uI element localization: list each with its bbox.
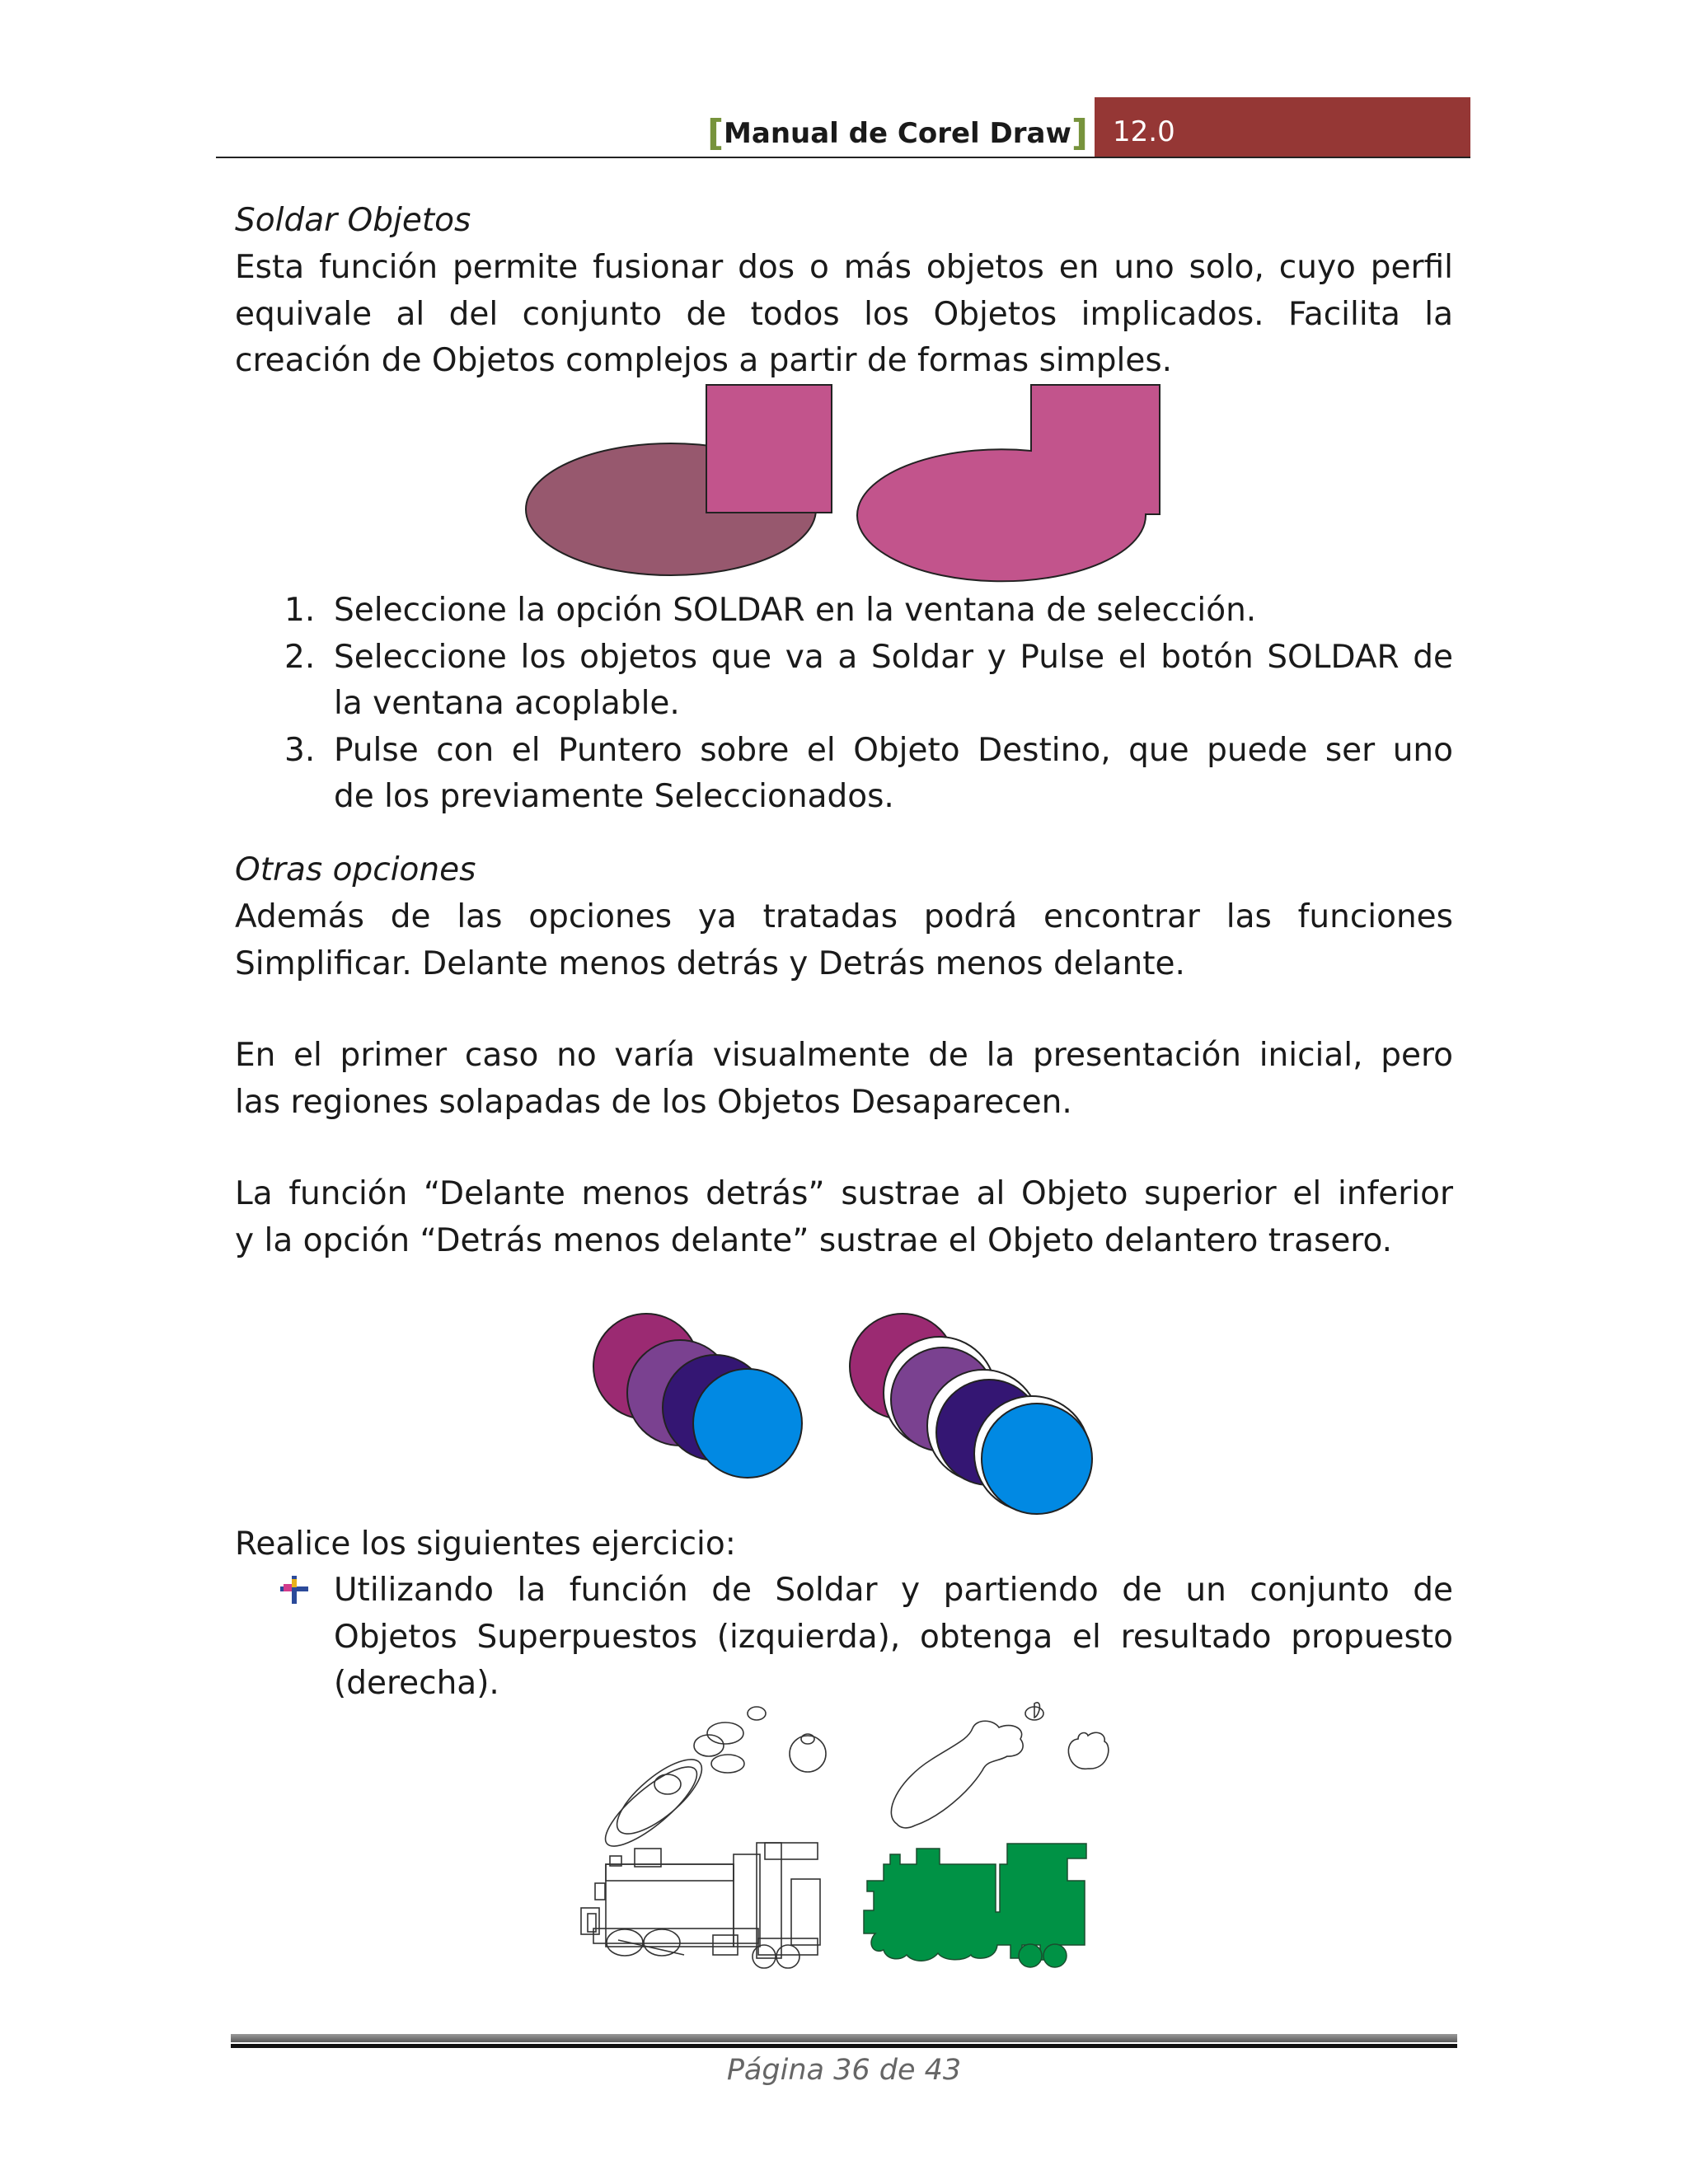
paragraph-line: La función “Delante menos detrás” sustrae al Objeto superior el inferior bbox=[235, 1175, 1453, 1212]
page-number: Página 36 de 43 bbox=[726, 2054, 962, 2087]
paragraph-line: Esta función permite fusionar dos o más objetos en uno solo, cuyo perfil bbox=[235, 249, 1453, 286]
step-number: 2. bbox=[284, 638, 316, 676]
smoke-welded bbox=[1034, 1703, 1039, 1718]
train-outline bbox=[581, 1707, 826, 1968]
header-version: 12.0 bbox=[1113, 115, 1175, 148]
step-line: la ventana acoplable. bbox=[334, 685, 680, 722]
paragraph-line: equivale al del conjunto de todos los Objetos implicados. Facilita la bbox=[235, 295, 1453, 333]
smoke-welded bbox=[891, 1721, 1023, 1828]
footer-rule bbox=[231, 2034, 1457, 2042]
smoke-cloud bbox=[607, 1747, 713, 1845]
exercise-intro: Realice los siguientes ejercicio: bbox=[235, 1526, 736, 1563]
buffer bbox=[595, 1883, 605, 1900]
wheel bbox=[607, 1929, 643, 1956]
bullet-line: Objetos Superpuestos (izquierda), obtenga el resultado propuesto bbox=[334, 1618, 1453, 1656]
wheel bbox=[644, 1929, 680, 1956]
smoke-puff bbox=[707, 1722, 743, 1744]
smoke-puff bbox=[748, 1707, 766, 1720]
wheel-welded bbox=[1019, 1944, 1042, 1967]
paragraph-line: las regiones solapadas de los Objetos Desaparecen. bbox=[235, 1083, 1072, 1121]
bullet-line: Utilizando la función de Soldar y partiendo de un conjunto de bbox=[334, 1572, 1453, 1609]
cab-roof bbox=[765, 1843, 818, 1859]
wheel bbox=[776, 1945, 799, 1968]
step-line: Seleccione la opción SOLDAR en la ventana de selección. bbox=[334, 592, 1257, 629]
footer-rule-dark bbox=[231, 2044, 1457, 2048]
boiler-top bbox=[606, 1864, 734, 1881]
wheel-welded bbox=[1043, 1944, 1067, 1967]
step-line: Seleccione los objetos que va a Soldar y Pulse el botón SOLDAR de bbox=[334, 638, 1453, 676]
step-number: 3. bbox=[284, 731, 316, 769]
paragraph-line: Simplificar. Delante menos detrás y Detrás menos delante. bbox=[235, 944, 1185, 982]
smoke-welded-right bbox=[1068, 1732, 1108, 1769]
smoke-puff bbox=[711, 1755, 744, 1773]
step-line: Pulse con el Puntero sobre el Objeto Destino, que puede ser uno bbox=[334, 731, 1453, 769]
step-line: de los previamente Seleccionados. bbox=[334, 778, 894, 815]
smoke-cloud bbox=[595, 1755, 707, 1858]
cab-front bbox=[791, 1879, 820, 1945]
header-bracket-close: ] bbox=[1071, 112, 1088, 154]
step-number: 1. bbox=[284, 592, 316, 629]
paragraph-line: y la opción “Detrás menos delante” sustrae el Objeto delantero trasero. bbox=[235, 1221, 1393, 1259]
header-bracket-open: [ bbox=[706, 112, 724, 154]
paragraph-line: Además de las opciones ya tratadas podrá encontrar las funciones bbox=[235, 898, 1453, 935]
train-body-welded bbox=[864, 1844, 1086, 1961]
boiler bbox=[606, 1864, 734, 1947]
smoke-cloud bbox=[654, 1774, 681, 1794]
step bbox=[758, 1938, 818, 1955]
heading-soldar-objetos: Soldar Objetos bbox=[235, 202, 471, 239]
header-title-text: Manual de Corel Draw bbox=[724, 117, 1071, 150]
paragraph-line: En el primer caso no varía visualmente de la presentación inicial, pero bbox=[235, 1037, 1453, 1074]
paragraph-line: creación de Objetos complejos a partir de formas simples. bbox=[235, 342, 1173, 379]
bullet-line: (derecha). bbox=[334, 1665, 499, 1702]
train-welded bbox=[864, 1703, 1109, 1967]
smoke-puff bbox=[790, 1736, 826, 1772]
heading-otras-opciones: Otras opciones bbox=[235, 851, 476, 888]
